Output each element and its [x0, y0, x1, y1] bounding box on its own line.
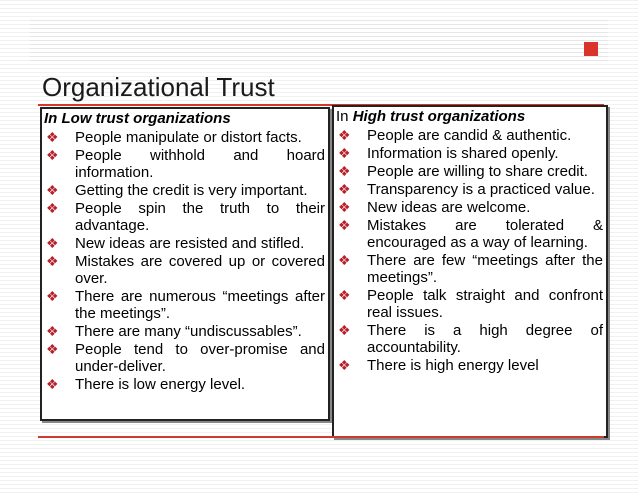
list-item [44, 129, 325, 146]
list-item-text: People are candid & authentic. [367, 127, 572, 144]
list-item-text: People tend to over-promise and under-deliver. [75, 341, 325, 375]
list-item-text: People manipulate or distort facts. [75, 129, 302, 146]
diamond-cluster-icon: ❖ [338, 199, 351, 215]
list-item-text: Mistakes are tolerated & encouraged as a way of learning. [367, 217, 603, 251]
diamond-cluster-icon: ❖ [338, 145, 351, 161]
list-item-text: There is a high degree of accountability. [367, 322, 603, 356]
diamond-cluster-icon: ❖ [46, 341, 59, 357]
header-band [30, 20, 608, 62]
low-trust-box [40, 107, 330, 421]
list-item-text: Mistakes are covered up or covered over. [75, 253, 325, 287]
diamond-cluster-icon: ❖ [46, 288, 59, 304]
diamond-cluster-icon: ❖ [46, 235, 59, 251]
high-trust-box [332, 105, 608, 438]
high-trust-list [336, 127, 603, 374]
diamond-cluster-icon: ❖ [46, 376, 59, 392]
list-item-text: People talk straight and confront real issues. [367, 287, 603, 321]
diamond-cluster-icon: ❖ [338, 181, 351, 197]
diamond-cluster-icon: ❖ [338, 322, 351, 338]
list-item-text: Getting the credit is very important. [75, 182, 308, 199]
list-item [336, 287, 603, 321]
diamond-cluster-icon: ❖ [338, 217, 351, 233]
diamond-cluster-icon: ❖ [46, 147, 59, 163]
red-square-decoration [584, 42, 598, 56]
list-item-text: There is high energy level [367, 357, 539, 374]
list-item-text: There is low energy level. [75, 376, 246, 393]
list-item-text: Transparency is a practiced value. [367, 181, 595, 198]
diamond-cluster-icon: ❖ [338, 163, 351, 179]
low-trust-heading: In Low trust organizations [44, 110, 231, 127]
list-item-text: People are willing to share credit. [367, 163, 588, 180]
diamond-cluster-icon: ❖ [46, 182, 59, 198]
list-item-text: New ideas are welcome. [367, 199, 531, 216]
list-item [336, 252, 603, 286]
list-item-text: New ideas are resisted and stifled. [75, 235, 305, 252]
slide-title: Organizational Trust [42, 72, 275, 102]
list-item [336, 357, 603, 374]
diamond-cluster-icon: ❖ [338, 357, 351, 373]
diamond-cluster-icon: ❖ [46, 253, 59, 269]
list-item-text: Information is shared openly. [367, 145, 559, 162]
list-item [44, 147, 325, 181]
list-item [44, 235, 325, 252]
diamond-cluster-icon: ❖ [46, 129, 59, 145]
list-item [336, 217, 603, 251]
list-item [44, 376, 325, 393]
list-item [336, 163, 603, 180]
list-item-text: There are many “undiscussables”. [75, 323, 302, 340]
list-item [336, 322, 603, 356]
low-trust-list [44, 129, 325, 393]
list-item-text: People spin the truth to their advantage. [75, 200, 325, 234]
list-item [336, 199, 603, 216]
list-item [44, 341, 325, 375]
list-item [44, 253, 325, 287]
high-trust-heading-text: High trust organizations [352, 108, 526, 125]
list-item [336, 127, 603, 144]
list-item-text: There are few “meetings after the meetings”. [367, 252, 603, 286]
diamond-cluster-icon: ❖ [338, 127, 351, 143]
diamond-cluster-icon: ❖ [338, 252, 351, 268]
list-item [336, 145, 603, 162]
high-trust-heading-prefix: In [336, 108, 353, 125]
list-item [336, 181, 603, 198]
diamond-cluster-icon: ❖ [46, 323, 59, 339]
list-item-text: People withhold and hoard information. [75, 147, 325, 181]
list-item [44, 200, 325, 234]
diamond-cluster-icon: ❖ [46, 200, 59, 216]
list-item [44, 288, 325, 322]
list-item [44, 323, 325, 340]
diamond-cluster-icon: ❖ [338, 287, 351, 303]
high-trust-heading [336, 108, 603, 126]
list-item-text: There are numerous “meetings after the meetings”. [75, 288, 325, 322]
list-item [44, 182, 325, 199]
bottom-rule [38, 436, 604, 438]
